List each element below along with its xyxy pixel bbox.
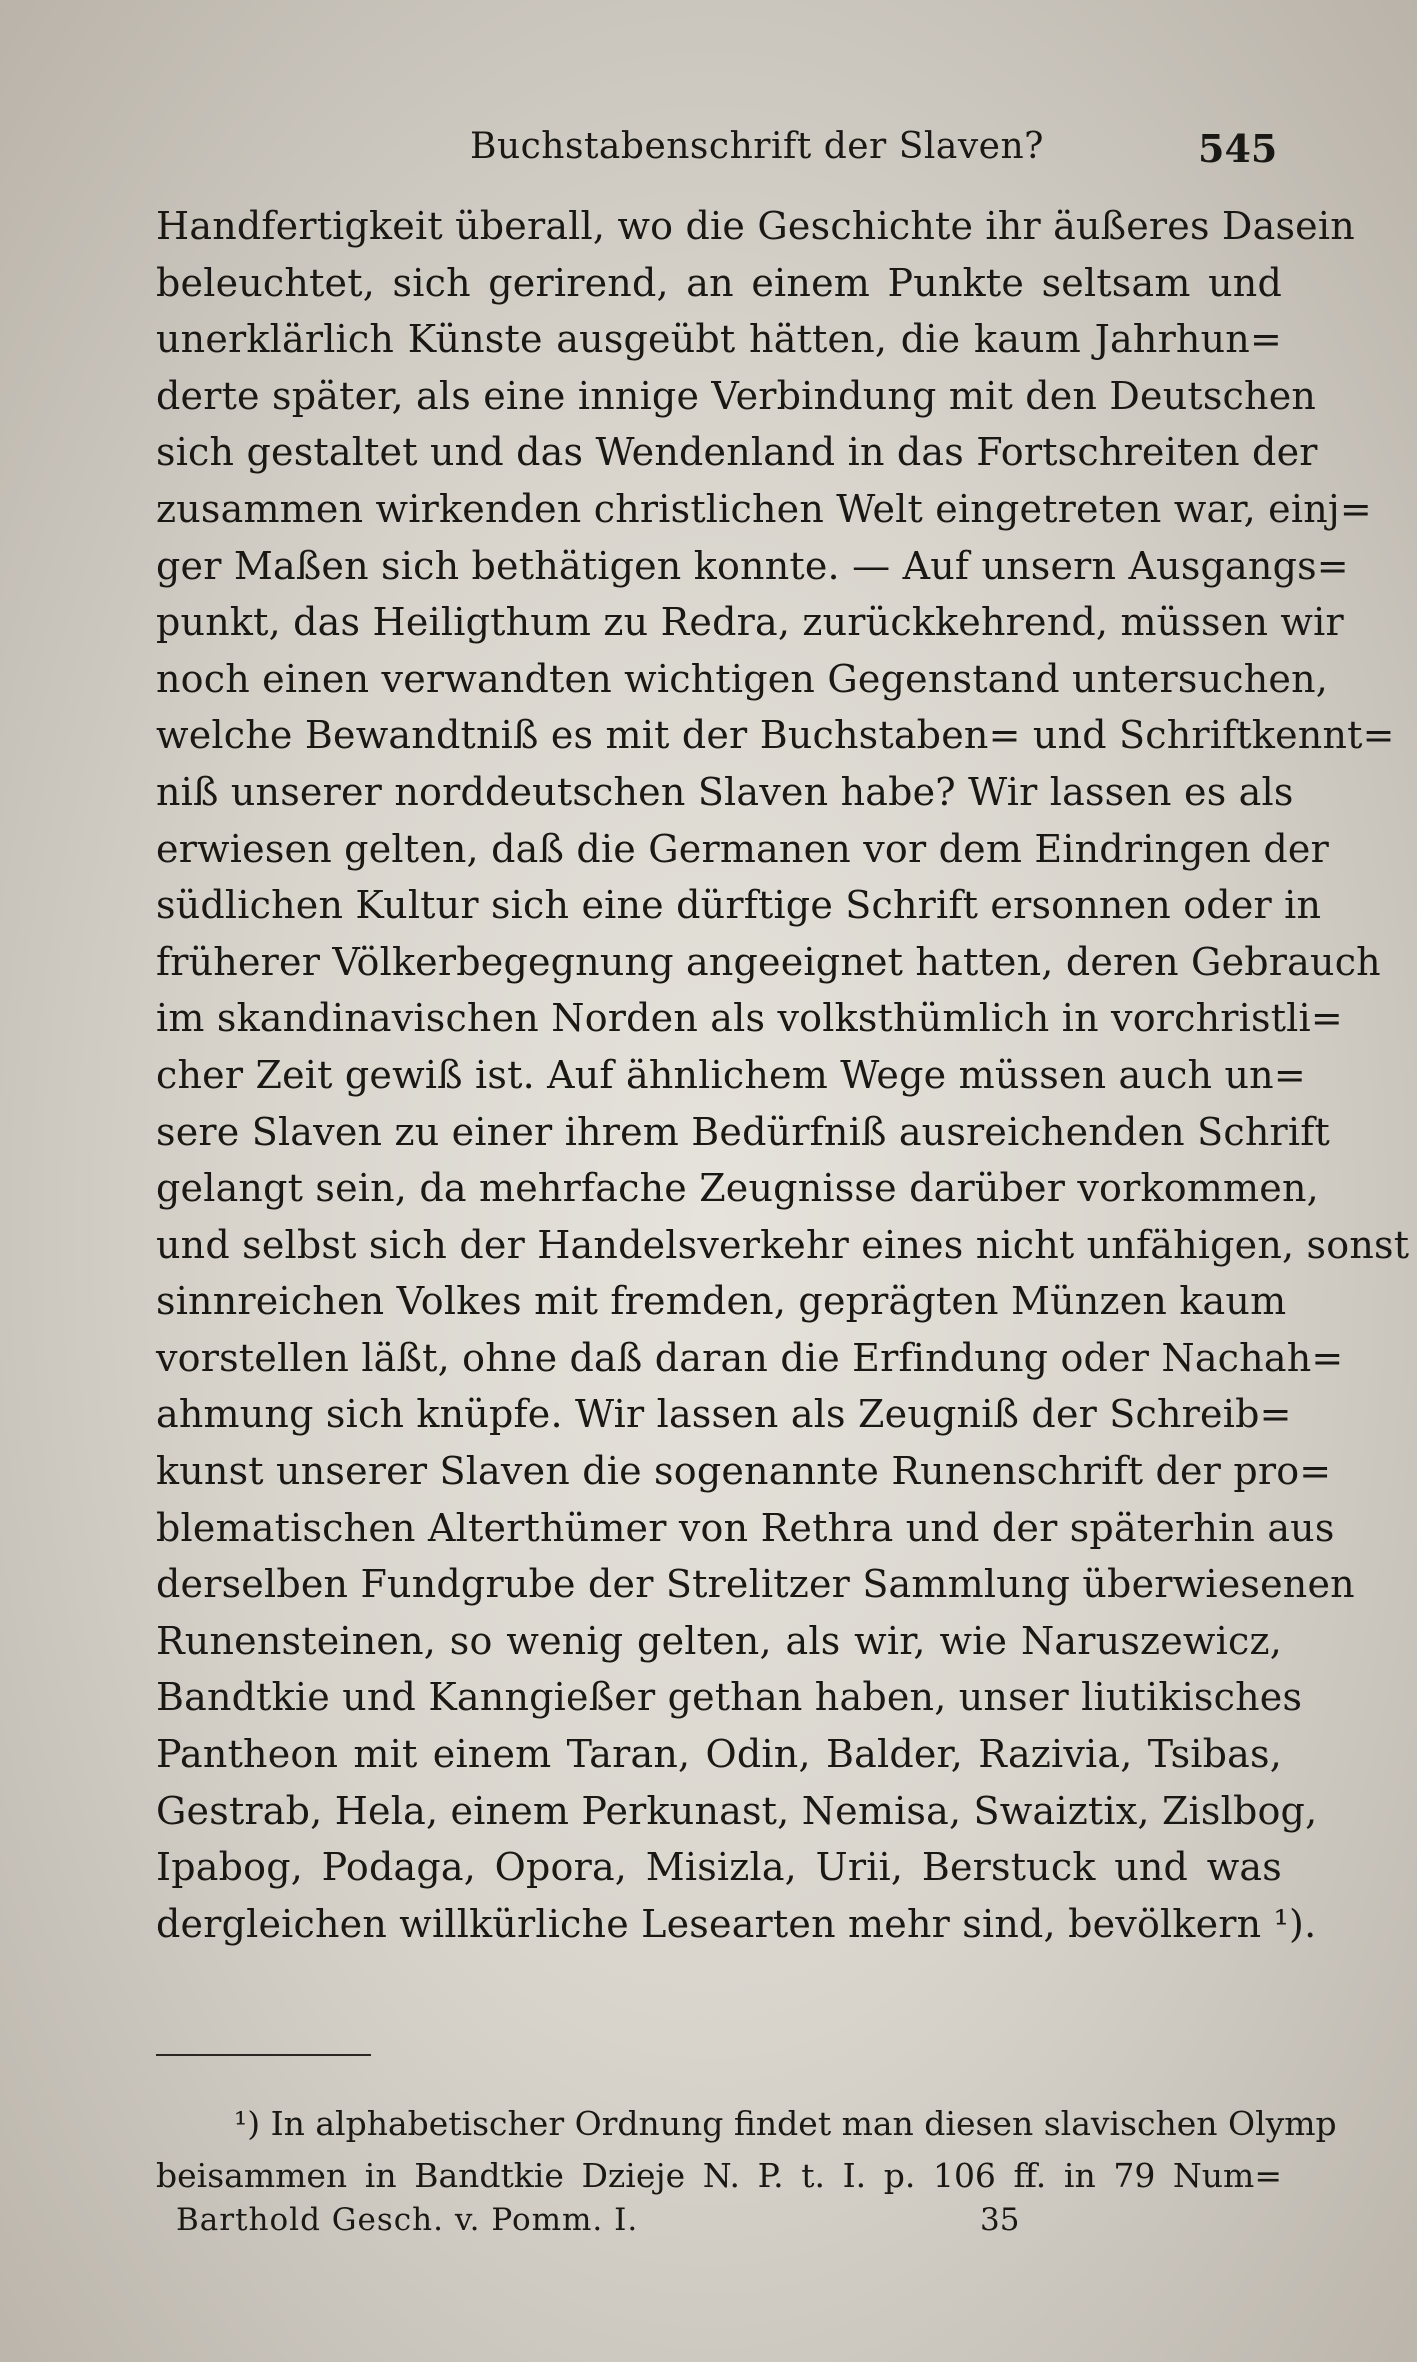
body-text — [156, 198, 1410, 1952]
text-line: blematischen Alterthümer von Rethra und der späterhin aus — [156, 1505, 1335, 1550]
text-line: Handfertigkeit überall, wo die Geschichte ihr äußeres Dasein — [156, 204, 1355, 248]
text-line: sich gestaltet und das Wendenland in das Fortschreiten der — [156, 430, 1318, 475]
text-line: sere Slaven zu einer ihrem Bedürfniß ausreichenden Schrift — [156, 1109, 1330, 1154]
signature-line — [0, 2202, 1417, 2252]
text-line: Gestrab, Hela, einem Perkunast, Nemisa, Swaiztix, Zislbog, — [156, 1788, 1318, 1833]
footnote-line: beisammen in Bandtkie Dzieje N. P. t. I. p. 106 ff. in 79 Num= — [156, 2156, 1282, 2195]
text-line: Ipabog, Podaga, Opora, Misizla, Urii, Berstuck und was — [156, 1845, 1282, 1890]
text-line: ger Maßen sich bethätigen konnte. — Auf unsern Ausgangs= — [156, 543, 1349, 588]
text-line: derte später, als eine innige Verbindung mit den Deutschen — [156, 373, 1317, 418]
text-line: Pantheon mit einem Taran, Odin, Balder, Razivia, Tsibas, — [156, 1732, 1282, 1777]
footnote-rule — [156, 2054, 371, 2056]
page-number: 545 — [1198, 126, 1278, 171]
text-line: Bandtkie und Kanngießer gethan haben, unser liutikisches — [156, 1675, 1303, 1720]
text-line: cher Zeit gewiß ist. Auf ähnlichem Wege müssen auch un= — [156, 1052, 1306, 1097]
running-head — [0, 126, 1417, 176]
text-line: noch einen verwandten wichtigen Gegenstand untersuchen, — [156, 656, 1329, 701]
text-line: derselben Fundgrube der Strelitzer Sammlung überwiesenen — [156, 1562, 1355, 1607]
text-line: früherer Völkerbegegnung angeeignet hatten, deren Gebrauch — [156, 939, 1381, 984]
text-line: kunst unserer Slaven die sogenannte Runenschrift der pro= — [156, 1449, 1332, 1494]
text-line: im skandinavischen Norden als volksthümlich in vorchristli= — [156, 996, 1343, 1041]
running-title: Buchstabenschrift der Slaven? — [470, 126, 1044, 167]
text-line: dergleichen willkürliche Lesearten mehr sind, bevölkern ¹). — [156, 1901, 1317, 1946]
text-line: gelangt sein, da mehrfache Zeugnisse darüber vorkommen, — [156, 1166, 1319, 1211]
text-line: unerklärlich Künste ausgeübt hätten, die kaum Jahrhun= — [156, 317, 1282, 362]
text-line: welche Bewandtniß es mit der Buchstaben= und Schriftkennt= — [156, 713, 1395, 758]
text-line: ahmung sich knüpfe. Wir lassen als Zeugniß der Schreib= — [156, 1392, 1292, 1437]
text-line: sinnreichen Volkes mit fremden, geprägten Münzen kaum — [156, 1279, 1287, 1324]
signature-number: 35 — [980, 2202, 1020, 2238]
text-line: niß unserer norddeutschen Slaven habe? Wir lassen es als — [156, 769, 1294, 814]
text-line: und selbst sich der Handelsverkehr eines nicht unfähigen, sonst — [156, 1222, 1410, 1267]
signature-mark: Barthold Gesch. v. Pomm. I. — [176, 2202, 639, 2238]
text-line: erwiesen gelten, daß die Germanen vor dem Eindringen der — [156, 826, 1329, 871]
text-line: südlichen Kultur sich eine dürftige Schrift ersonnen oder in — [156, 883, 1322, 928]
text-line: punkt, das Heiligthum zu Redra, zurückkehrend, müssen wir — [156, 600, 1344, 645]
footnote-line: ¹) In alphabetischer Ordnung findet man diesen slavischen Olymp — [234, 2104, 1337, 2143]
text-line: vorstellen läßt, ohne daß daran die Erfindung oder Nachah= — [156, 1335, 1344, 1380]
text-line: Runensteinen, so wenig gelten, als wir, wie Naruszewicz, — [156, 1618, 1282, 1663]
text-line: zusammen wirkenden christlichen Welt eingetreten war, einj= — [156, 486, 1372, 531]
footnote — [156, 2098, 1337, 2202]
text-line: beleuchtet, sich gerirend, an einem Punkte seltsam und — [156, 260, 1282, 305]
